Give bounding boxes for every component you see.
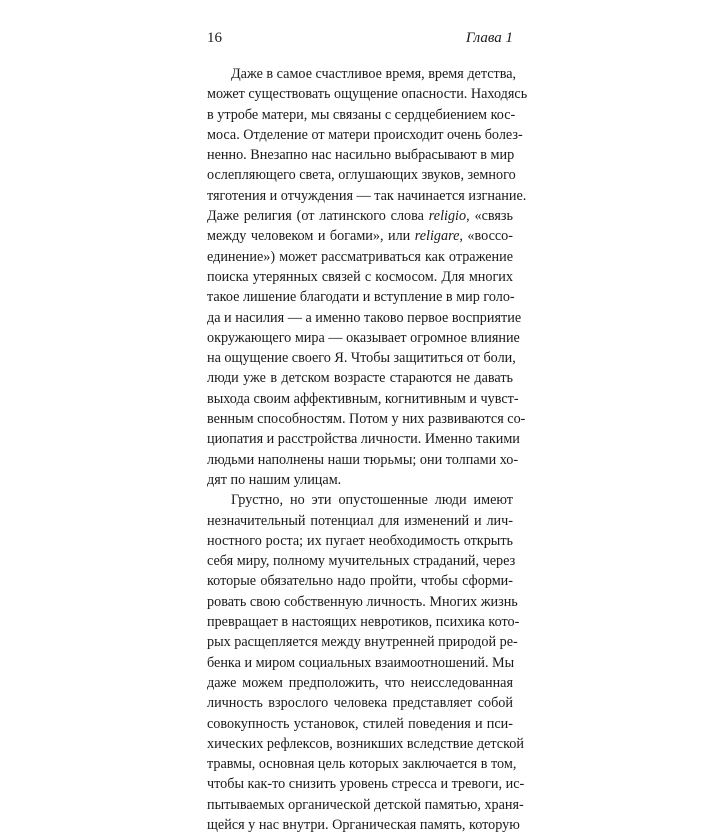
text-line: в утробе матери, мы связаны с сердцебиением кос- <box>207 106 516 123</box>
text-line: циопатия и расстройства личности. Именно такими <box>207 431 520 448</box>
text-line: окружающего мира — оказывает огромное влияние <box>207 329 520 346</box>
text-line: бенка и миром социальных взаимоотношений. Мы <box>207 654 515 671</box>
text-line: хических рефлексов, возникших вследствие детской <box>207 735 524 752</box>
text-line: тяготения и отчуждения — так начинается изгнание. <box>207 187 527 204</box>
text-line: люди уже в детском возрасте стараются не давать <box>207 370 513 387</box>
text-line: такое лишение благодати и вступление в мир голо- <box>207 289 515 306</box>
text-line <box>207 226 513 246</box>
page-number: 16 <box>207 30 222 46</box>
text-line: себя миру, полному мучительных страданий, через <box>207 553 516 570</box>
text-line: поиска утерянных связей с космосом. Для многих <box>207 268 513 285</box>
text-line: венным способностям. Потом у них развиваются со- <box>207 411 526 428</box>
text-fragment: Даже религия (от латинского слова <box>207 208 429 225</box>
text-line: ностного роста; их пугает необходимость открыть <box>207 532 513 549</box>
text-line: ослепляющего света, оглушающих звуков, земного <box>207 167 516 184</box>
text-line: незначительный потенциал для изменений и лич- <box>207 512 513 529</box>
text-line: чтобы как-то снизить уровень стресса и тревоги, ис- <box>207 776 525 793</box>
text-line: ровать свою собственную личность. Многих жизнь <box>207 593 518 610</box>
text-line: Грустно, но эти опустошенные люди имеют <box>231 492 513 509</box>
text-line: щейся у нас внутри. Органическая память, которую <box>207 816 520 833</box>
text-line: дят по нашим улицам. <box>207 471 342 488</box>
text-line: личность взрослого человека представляет собой <box>207 695 513 712</box>
text-line: может существовать ощущение опасности. Находясь <box>207 86 528 103</box>
text-line: которые обязательно надо пройти, чтобы сформи- <box>207 573 513 590</box>
text-line: людьми наполнены наши тюрьмы; они толпами хо- <box>207 451 519 468</box>
text-fragment: , «связь <box>466 208 513 225</box>
text-fragment: между человеком и богами», или <box>207 228 415 245</box>
text-line: превращает в настоящих невротиков, психика кото- <box>207 614 520 631</box>
text-line: ненно. Внезапно нас насильно выбрасывают в мир <box>207 147 515 164</box>
chapter-title: Глава 1 <box>465 30 513 46</box>
text-line: моса. Отделение от матери происходит очень болез- <box>207 126 523 143</box>
body-text <box>207 64 528 835</box>
text-line: да и насилия — а именно таково первое восприятие <box>207 309 522 326</box>
italic-term: religio <box>428 208 467 225</box>
text-line: совокупность установок, стилей поведения и пси- <box>207 715 513 732</box>
text-line: Даже в самое счастливое время, время детства, <box>231 66 517 82</box>
text-line: на ощущение своего Я. Чтобы защититься от боли, <box>207 350 516 367</box>
text-line <box>207 206 513 226</box>
text-line: пытываемых органической детской памятью, храня- <box>207 796 524 813</box>
text-line: выхода своим аффективным, когнитивным и чувст- <box>207 390 519 407</box>
text-line: рых расщепляется между внутренней природой ре- <box>207 634 518 651</box>
text-line: единение») может рассматриваться как отражение <box>207 248 513 265</box>
text-line: травмы, основная цель которых заключается в том, <box>207 756 517 773</box>
text-line: даже можем предположить, что неисследованная <box>207 674 513 691</box>
italic-term: religare <box>414 228 460 245</box>
running-head <box>207 30 513 47</box>
text-fragment: , «воссо- <box>459 228 513 245</box>
